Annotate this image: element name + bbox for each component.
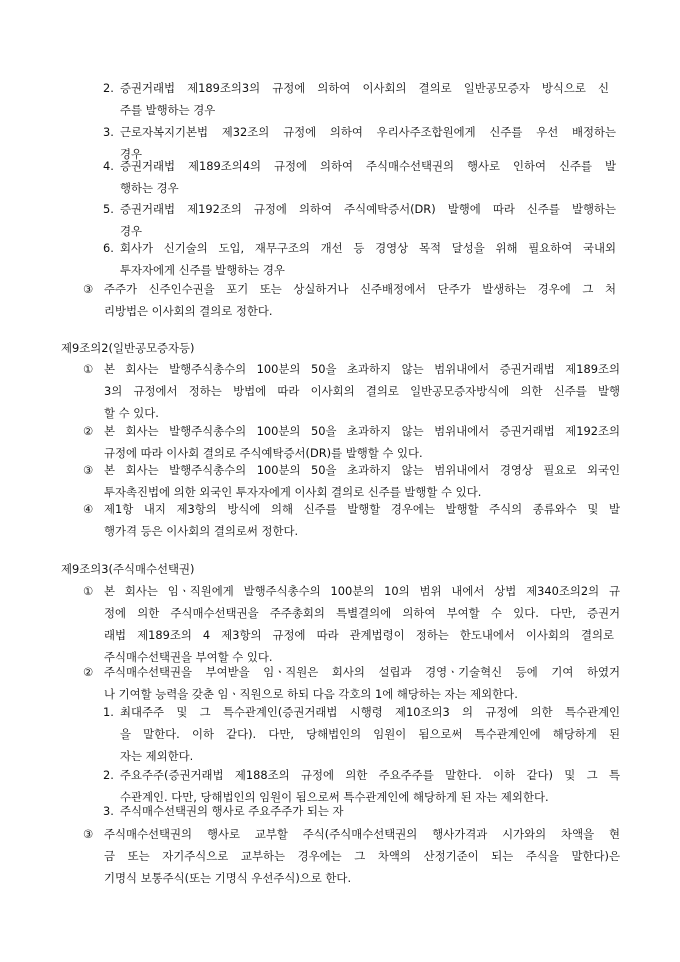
- text-line: 주식매수선택권의 행사로 주요주주가 되는 자: [120, 804, 344, 818]
- text-line: 주식매수선택권의 행사로 교부할 주식(주식매수선택권의 행사가격과 시가와의 차액을 현: [104, 827, 620, 841]
- item-number: 1.: [103, 705, 114, 719]
- text-line: 행하는 경우: [120, 181, 179, 195]
- article-heading: 제9조의3(주식매수선택권): [61, 562, 195, 576]
- paragraph-number: ①: [83, 584, 94, 598]
- text-line: 주식매수선택권을 부여받을 임ㆍ직원은 회사의 설립과 경영ㆍ기술혁신 등에 기여 하였거: [104, 665, 620, 679]
- paragraph: [83, 459, 620, 503]
- list-item: [103, 701, 620, 767]
- text-line: 주주가 신주인수권을 포기 또는 상실하거나 신주배정에서 단주가 발생하는 경우에 그 처: [104, 282, 616, 296]
- text-line: 나 기여할 능력을 갖춘 임ㆍ직원으로 하되 다음 각호의 1에 해당하는 자는 제외한다.: [104, 687, 518, 701]
- list-item: [103, 77, 609, 121]
- text-line: 자는 제외한다.: [120, 749, 194, 763]
- text-line: 근로자복지기본법 제32조의 규정에 의하여 우리사주조합원에게 신주를 우선 배정하는: [120, 125, 616, 139]
- text-line: 경우: [120, 224, 143, 238]
- item-number: 6.: [103, 241, 114, 255]
- paragraph-number: ②: [83, 424, 94, 438]
- text-line: 최대주주 및 그 특수관계인(증권거래법 시행령 제10조의3 의 규정에 의한 특수관계인: [120, 705, 620, 719]
- list-item: [103, 155, 616, 199]
- text-line: 투자자에게 신주를 발행하는 경우: [120, 263, 285, 277]
- text-line: 정에 의한 주식매수선택권을 주주총회의 특별결의에 의하여 부여할 수 있다. 다만, 증권거: [104, 606, 620, 620]
- text-line: 회사가 신기술의 도입, 재무구조의 개선 등 경영상 목적 달성을 위해 필요하여 국내외: [120, 241, 616, 255]
- paragraph-number: ③: [83, 282, 94, 296]
- paragraph: [83, 498, 620, 542]
- item-number: 3.: [103, 125, 114, 139]
- list-item: [103, 800, 620, 822]
- text-line: 수관계인. 다만, 당해법인의 임원이 됨으로써 특수관계인에 해당하게 된 자는 제외한다.: [120, 790, 549, 804]
- text-line: 본 회사는 발행주식총수의 100분의 50을 초과하지 않는 범위내에서 증권거래법 제192조의: [104, 424, 620, 438]
- text-line: 을 말한다. 이하 같다). 다만, 당해법인의 임원이 됨으로써 특수관계인에 해당하게 된: [120, 727, 620, 741]
- text-line: 본 회사는 발행주식총수의 100분의 50을 초과하지 않는 범위내에서 경영상 필요로 외국인: [104, 463, 620, 477]
- text-line: 경우: [120, 147, 143, 161]
- paragraph-number: ②: [83, 665, 94, 679]
- text-line: 규정에 따라 이사회 결의로 주식예탁증서(DR)를 발행할 수 있다.: [104, 446, 423, 460]
- item-number: 5.: [103, 202, 114, 216]
- item-number: 2.: [103, 768, 114, 782]
- text-line: 리방법은 이사회의 결의로 정한다.: [104, 304, 273, 318]
- text-line: 증권거래법 제192조의 규정에 의하여 주식예탁증서(DR) 발행에 따라 신주를 발행하는: [120, 202, 616, 216]
- list-item: [103, 198, 616, 242]
- text-line: 행가격 등은 이사회의 결의로써 정한다.: [104, 524, 299, 538]
- text-line: 투자촉진법에 의한 외국인 투자자에게 이사회 결의로 신주를 발행할 수 있다.: [104, 485, 482, 499]
- text-line: 금 또는 자기주식으로 교부하는 경우에는 그 차액의 산정기준이 되는 주식을 말한다)은: [104, 849, 620, 863]
- text-line: 기명식 보통주식(또는 기명식 우선주식)으로 한다.: [104, 871, 352, 885]
- text-line: 할 수 있다.: [104, 406, 159, 420]
- item-number: 2.: [103, 81, 114, 95]
- paragraph-number: ③: [83, 463, 94, 477]
- paragraph-number: ③: [83, 827, 94, 841]
- paragraph-number: ④: [83, 502, 94, 516]
- list-item: [103, 237, 616, 281]
- paragraph: [83, 661, 620, 705]
- text-line: 본 회사는 임ㆍ직원에게 발행주식총수의 100분의 10의 범위 내에서 상법 제340조의2의 규: [104, 584, 620, 598]
- text-line: 본 회사는 발행주식총수의 100분의 50을 초과하지 않는 범위내에서 증권거래법 제189조의: [104, 362, 620, 376]
- paragraph: [83, 420, 620, 464]
- text-line: 주요주주(증권거래법 제188조의 규정에 의한 주요주주를 말한다. 이하 같다) 및 그 특: [120, 768, 620, 782]
- text-line: 증권거래법 제189조의4의 규정에 의하여 주식매수선택권의 행사로 인하여 신주를 발: [120, 159, 616, 173]
- text-line: 제1항 내지 제3항의 방식에 의해 신주를 발행할 경우에는 발행할 주식의 종류와수 및 발: [104, 502, 620, 516]
- text-line: 3의 규정에서 정하는 방법에 따라 이사회의 결의로 일반공모증자방식에 의한 신주를 발행: [104, 384, 620, 398]
- paragraph: [83, 823, 620, 889]
- item-number: 3.: [103, 804, 114, 818]
- text-line: 증권거래법 제189조의3의 규정에 의하여 이사회의 결의로 일반공모증자 방식으로 신: [120, 81, 609, 95]
- item-number: 4.: [103, 159, 114, 173]
- text-line: 주를 발행하는 경우: [120, 103, 216, 117]
- article-heading: 제9조의2(일반공모증자등): [61, 341, 195, 355]
- paragraph: [83, 358, 620, 424]
- paragraph-number: ①: [83, 362, 94, 376]
- paragraph: [83, 580, 620, 668]
- text-line: 주식매수선택권을 부여할 수 있다.: [104, 650, 273, 664]
- text-line: 래법 제189조의 4 제3항의 규정에 따라 관계법령이 정하는 한도내에서 이사회의 결의로: [104, 628, 614, 642]
- paragraph: [83, 278, 616, 322]
